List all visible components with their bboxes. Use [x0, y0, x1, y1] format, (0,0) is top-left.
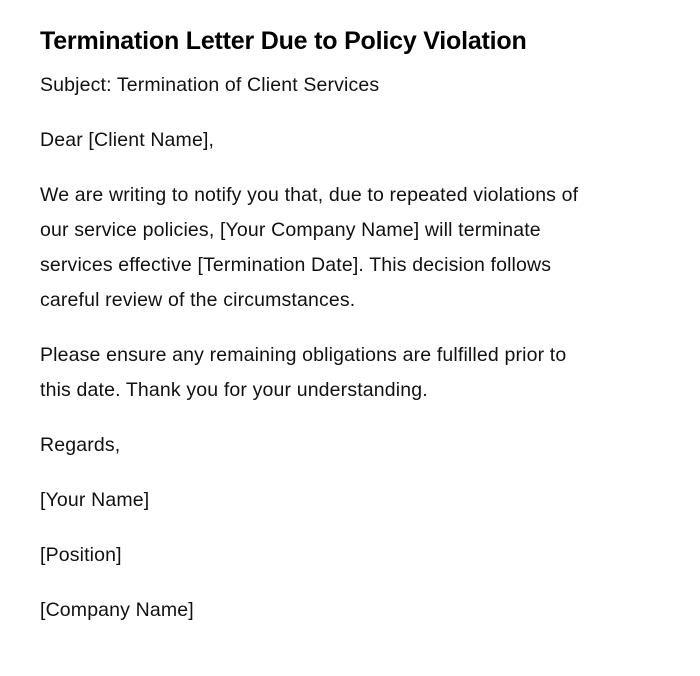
letter-paragraph-1	[40, 178, 640, 318]
paragraph-line: Please ensure any remaining obligations are fulfilled prior to	[40, 344, 567, 366]
paragraph-line: We are writing to notify you that, due to repeated violations of	[40, 184, 579, 206]
paragraph-line: this date. Thank you for your understanding.	[40, 379, 428, 401]
signature-position: [Position]	[40, 544, 122, 566]
paragraph-line: careful review of the circumstances.	[40, 289, 356, 311]
letter-paragraph-2	[40, 338, 640, 408]
signature-name: [Your Name]	[40, 489, 150, 511]
paragraph-line: our service policies, [Your Company Name] will terminate	[40, 219, 541, 241]
letter-subject: Subject: Termination of Client Services	[40, 74, 380, 96]
signature-company: [Company Name]	[40, 599, 194, 621]
letter-salutation: Dear [Client Name],	[40, 129, 215, 151]
letter-document	[40, 24, 640, 628]
paragraph-line: services effective [Termination Date]. This decision follows	[40, 254, 552, 276]
letter-closing: Regards,	[40, 434, 121, 456]
letter-title: Termination Letter Due to Policy Violation	[40, 27, 527, 55]
